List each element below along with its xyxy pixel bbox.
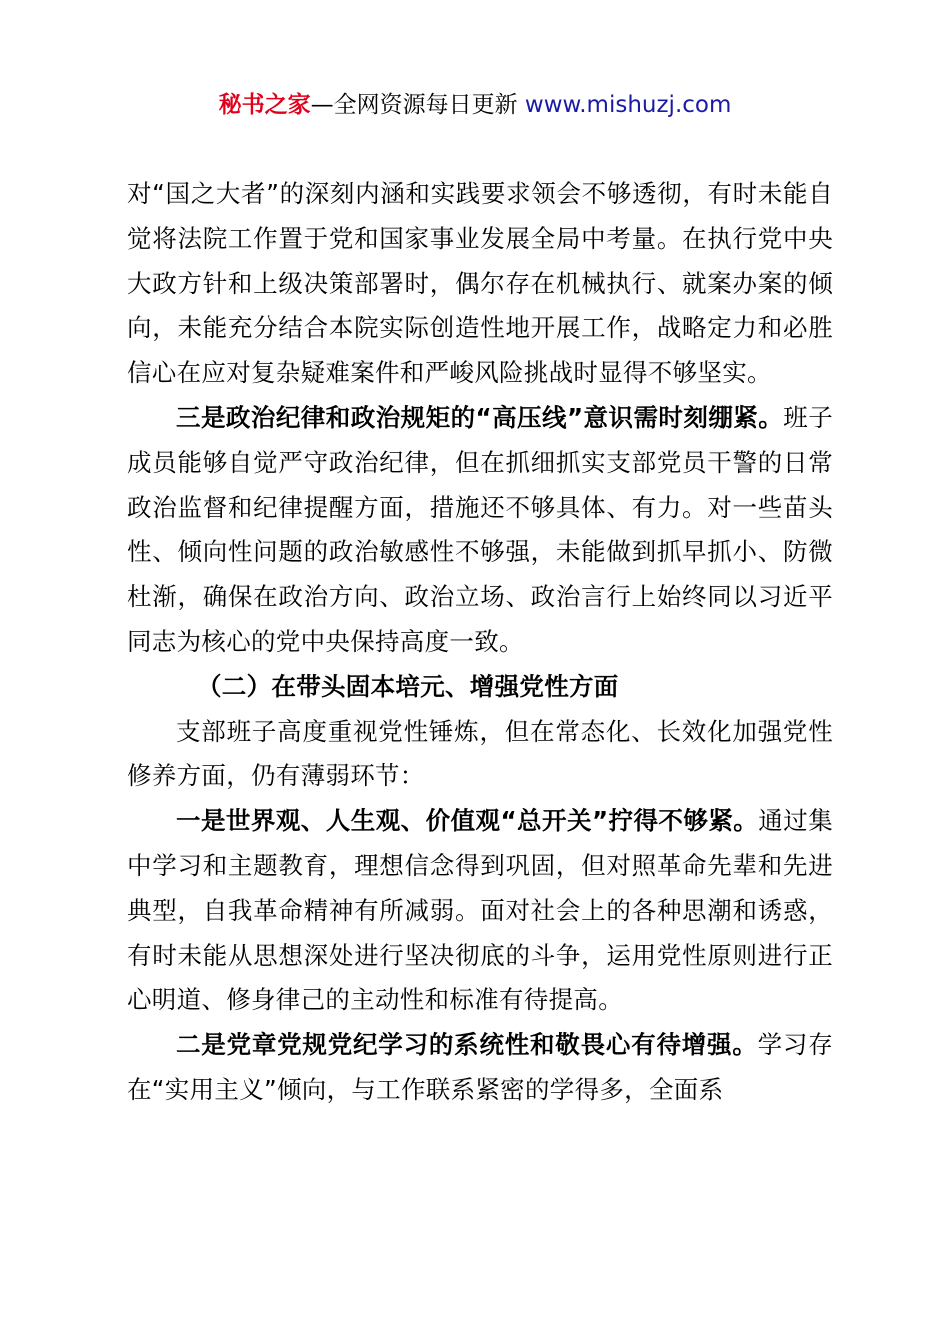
paragraph-5-text: 学习存在“实用主义”倾向，与工作联系紧密的学得多，全面系 (127, 1030, 833, 1104)
paragraph-2 (127, 396, 833, 665)
paragraph-2-lead: 三是政治纪律和政治规矩的“高压线”意识需时刻绷紧。 (176, 402, 784, 432)
paragraph-4-text: 通过集中学习和主题教育，理想信念得到巩固，但对照革命先辈和先进典型，自我革命精神有所减弱。面对社会上的各种思潮和诱惑，有时未能从思想深处进行坚决彻底的斗争，运用党性原则进行正心明道、修身律己的主动性和标准有待提高。 (127, 806, 834, 1015)
paragraph-5 (127, 1023, 833, 1113)
document-body (127, 172, 833, 1113)
section-heading-2: （二）在带头固本培元、增强党性方面 (197, 671, 619, 701)
paragraph-2-text: 班子成员能够自觉严守政治纪律，但在抓细抓实支部党员干警的日常政治监督和纪律提醒方面，措施还不够具体、有力。对一些苗头性、倾向性问题的政治敏感性不够强，未能做到抓早抓小、防微杜渐，确保在政治方向、政治立场、政治言行上始终同以习近平同志为核心的党中央保持高度一致。 (127, 402, 833, 656)
paragraph-5-lead: 二是党章党规党纪学习的系统性和敬畏心有待增强。 (176, 1030, 758, 1060)
paragraph-1: 对“国之大者”的深刻内涵和实践要求领会不够透彻，有时未能自觉将法院工作置于党和国家事业发展全局中考量。在执行党中央大政方针和上级决策部署时，偶尔存在机械执行、就案办案的倾向，未能充分结合本院实际创造性地开展工作，战略定力和必胜信心在应对复杂疑难案件和严峻风险挑战时显得不够坚实。 (127, 179, 833, 388)
paragraph-4 (127, 799, 833, 1023)
paragraph-4-lead: 一是世界观、人生观、价值观“总开关”拧得不够紧。 (176, 806, 759, 836)
paragraph-3: 支部班子高度重视党性锤炼，但在常态化、长效化加强党性修养方面，仍有薄弱环节： (127, 716, 833, 791)
brand-name: 秘书之家 (218, 92, 311, 118)
page-header (0, 88, 950, 122)
header-url[interactable]: www.mishuzj.com (524, 92, 732, 118)
header-tagline: —全网资源每日更新 (310, 92, 525, 118)
